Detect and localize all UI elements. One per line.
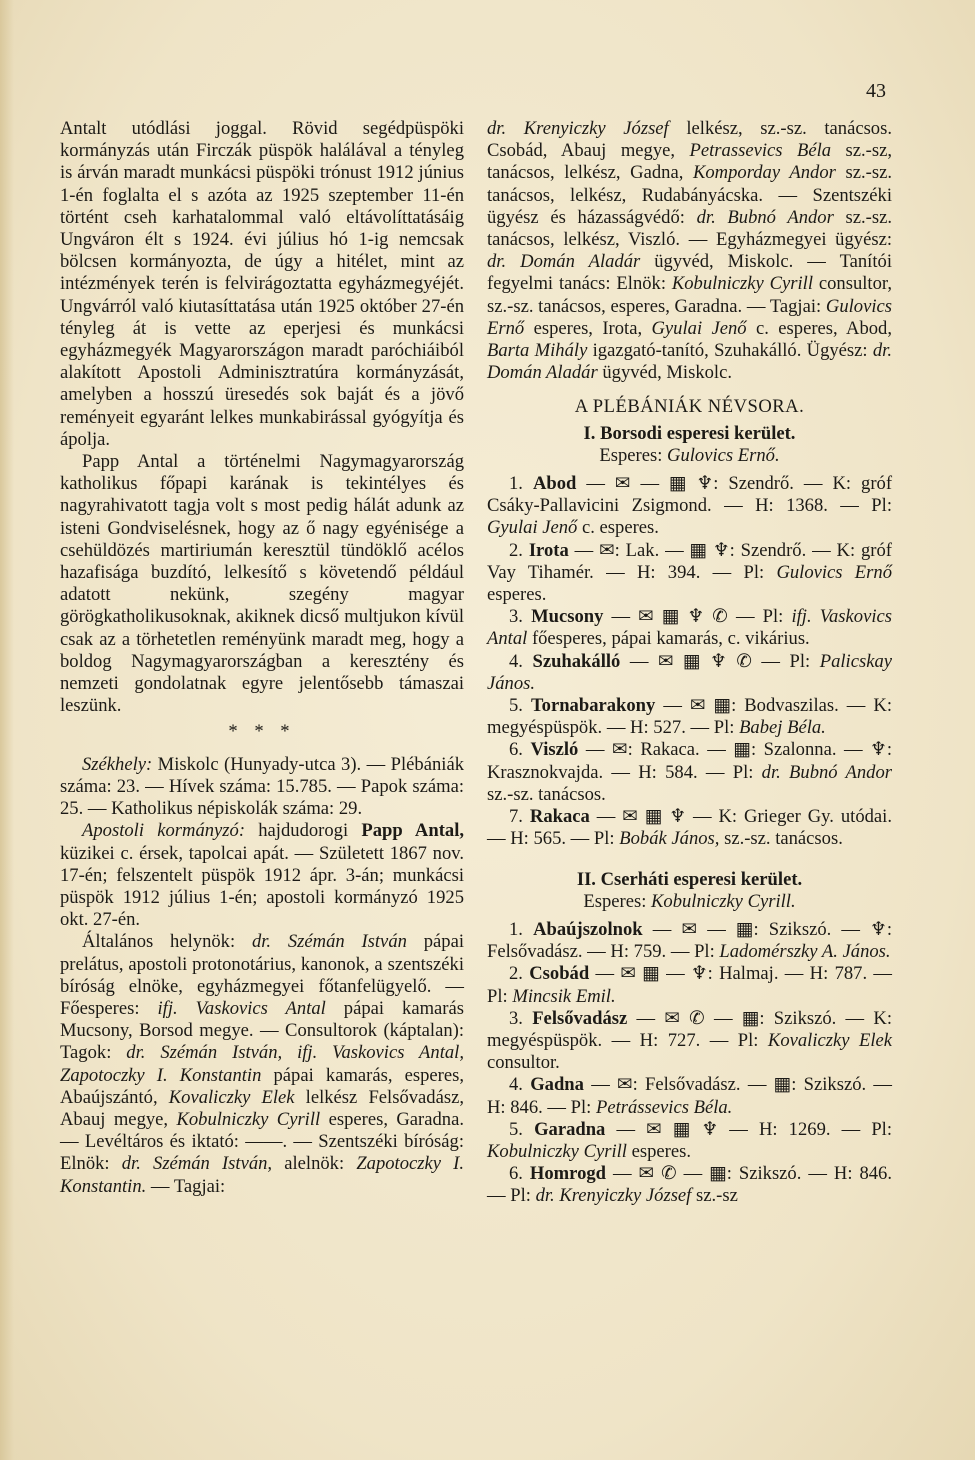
parish-name: Abaújszolnok — [533, 918, 643, 940]
district-dean-cserhat: Esperes: Kobulniczky Cyrill. — [583, 890, 796, 912]
parish-entry — [487, 1163, 892, 1207]
paragraph-biography: Antalt utódlási joggal. Rövid segédpüspöki kormányzás után Firczák püspök halálával a tényleg is árván maradt munkácsi püspöki trónust 1912 június 1-én foglalta el s azóta az 1925 szeptember 11-én történt cseh karhatalommal való eltávolíttatásáig Ungváron élt s 1924. évi július hó 1-ig nemcsak bölcsen kormányozta, de úgy a hitélet, mint az intézmények terén is felvirágoztatta egyházmegyéjét. Ungvárról való kiutasíttatása után 1925 október 27-én tényleg át is vette az eperjesi és munkácsi egyházmegyék Magyarországon maradt paróchiáiból alakított Apostoli Adminisztratúra kormányzását, amelyben a hosszú üresedés sok baját és a jövő reményeit egyaránt lelkes munkabirással gyógyítja és ápolja. — [60, 118, 464, 450]
parish-text: — ✉ — ▦: Szikszó. — ♆: Felsővadász. — H: 759. — Pl: — [487, 918, 892, 963]
page-edge-shadow — [0, 0, 14, 1460]
parish-name: Homrogd — [529, 1163, 607, 1185]
parish-entry — [487, 1119, 892, 1163]
parish-text: — ✉: Lak. — ▦ ♆: Szendrő. — K: gróf Vay Tihamér. — H: 394. — Pl: — [487, 539, 892, 583]
parish-pl: Mincsik Emil. — [512, 985, 616, 1007]
parish-entry — [487, 1074, 892, 1118]
parish-tail: esperes. — [626, 1140, 691, 1162]
parish-name: Szuhakálló — [532, 650, 621, 672]
parish-entry — [487, 919, 892, 963]
parish-name: Garadna — [534, 1118, 606, 1140]
parish-num: 3. — [509, 1007, 523, 1029]
district-title-cserhat: II. Cserháti esperesi kerület. — [576, 868, 803, 890]
parish-text: — ✉ ▦ ♆ ✆ — Pl: — [603, 606, 792, 628]
parish-num: 2. — [509, 963, 523, 985]
section-separator: * * * — [228, 721, 296, 743]
parish-pl: dr. Krenyiczky József — [535, 1185, 692, 1207]
district-entries-borsod — [487, 473, 892, 850]
parish-entry — [487, 806, 892, 850]
parish-num: 7. — [509, 806, 523, 828]
paragraph-tribute: Papp Antal a történelmi Nagymagyarország katholikus főpapi karának is tekintélyes és nagyrahivatott tagja volt s most pedig hálát adunk az isteni Gondviselésnek, hogy az ő nagy egyénisége a csehüldözés martiriumán keresztül tündöklő acélos hazafisága buzdító, lelkesítő s követendő például adatott nekünk, szegény magyar görögkatholikusoknak, akiknek dicső multjukon kívül csak az a törhetetlen reményünk maradt meg, hogy a boldog Nagymagyarországban a keresztény és nemzeti gondolatnak egyre jelentősebb támaszai leszünk. — [60, 451, 464, 717]
parish-pl: Gulovics Ernő — [776, 561, 892, 583]
parish-num: 1. — [509, 473, 523, 495]
parish-pl: ifj. Vaskovics Antal — [487, 606, 892, 650]
parish-pl: dr. Bubnó Andor — [761, 761, 892, 783]
district-title-borsod: I. Borsodi esperesi kerület. — [583, 422, 796, 444]
parish-pl: Babej Béla. — [739, 717, 826, 739]
parish-tail: sz.-sz — [691, 1185, 738, 1207]
left-column — [60, 118, 464, 1198]
parish-text: — ✉ ▦: Bodvaszilas. — K: megyéspüspök. — H: 527. — Pl: — [487, 695, 892, 739]
parish-num: 2. — [509, 539, 523, 561]
parish-name: Mucsony — [531, 606, 604, 628]
parish-pl: Ladomérszky A. János. — [719, 941, 891, 963]
right-column — [487, 118, 892, 1208]
parish-tail: consultor. — [487, 1052, 560, 1074]
parish-text: — ✉: Rakaca. — ▦: Szalonna. — ♆: Krasznokvajda. — H: 584. — Pl: — [487, 739, 892, 783]
parish-pl: Kovaliczky Elek — [767, 1029, 892, 1051]
parish-num: 5. — [509, 1118, 523, 1140]
paragraph-governor: Apostoli kormányzó: hajdudorogi Papp Antal, küzikei c. érsek, tapolcai apát. — Született 1867 nov. 17-én; felszentelt püspök 1912 ápr. 3-án; munkácsi püspök 1912 július 1-én; apostoli kormányzó 1925 okt. 27-én. — [60, 820, 465, 931]
parish-entry — [487, 695, 892, 739]
parish-entry — [487, 651, 892, 695]
parish-text: — ✉ ▦ ♆ — H: 1269. — Pl: — [605, 1118, 892, 1140]
parish-num: 4. — [509, 1074, 523, 1096]
district-entries-cserhat — [487, 919, 892, 1208]
parish-tail: sz.-sz. tanácsos. — [719, 828, 843, 850]
parish-entry — [487, 540, 892, 607]
parish-text: — ✉ — ▦ ♆: Szendrő. — K: gróf Csáky-Pallavicini Zsigmond. — H: 1368. — Pl: — [487, 473, 893, 517]
parish-num: 4. — [509, 650, 523, 672]
parish-name: Csobád — [529, 963, 590, 985]
parish-text: — ✉ ▦ ♆ ✆ — Pl: — [620, 650, 820, 672]
parish-entry — [487, 473, 892, 540]
parish-name: Abod — [532, 473, 577, 495]
page-number: 43 — [866, 80, 886, 102]
parish-entry — [487, 963, 892, 1007]
parish-text: — ✉ ✆ — ▦: Szikszó. — H: 846. — Pl: — [487, 1163, 892, 1207]
district-dean-borsod: Esperes: Gulovics Ernő. — [599, 444, 780, 466]
parish-num: 1. — [509, 918, 523, 940]
paragraph-court-members: dr. Krenyiczky József lelkész, sz.-sz. tanácsos. Csobád, Abauj megye, Petrassevics Béla sz.-sz, tanácsos, lelkész, Gadna, Komporday Andor sz.-sz. tanácsos, lelkész, Rudabányácska. — Szentszéki ügyész és házasságvédő: dr. Bubnó Andor sz.-sz. tanácsos, lelkész, Viszló. — Egyházmegyei ügyész: dr. Domán Aladár ügyvéd, Miskolc. — Tanítói fegyelmi tanács: Elnök: Kobulniczky Cyrill consultor, sz.-sz. tanácsos, esperes, Garadna. — Tagjai: Gulovics Ernő esperes, Irota, Gyulai Jenő c. esperes, Abod, Barta Mihály igazgató-tanító, Szuhakálló. Ügyész: dr. Domán Aladár ügyvéd, Miskolc. — [487, 118, 893, 384]
parish-entry — [487, 606, 892, 650]
parish-name: Tornabarakony — [530, 695, 656, 717]
parish-tail: esperes. — [487, 584, 547, 606]
parish-num: 5. — [509, 695, 523, 717]
parish-name: Rakaca — [529, 806, 590, 828]
paragraph-seat: Székhely: Miskolc (Hunyady-utca 3). — Plébániák száma: 23. — Hívek száma: 15.785. — Papok száma: 25. — Katholikus népiskolák száma: 29. — [60, 753, 464, 820]
parish-text: — ✉ ▦ ♆ — K: Grieger Gy. utódai. — H: 565. — Pl: — [487, 806, 892, 850]
section-title-parishes: A PLÉBÁNIÁK NÉVSORA. — [574, 396, 805, 418]
parish-pl: Petrássevics Béla. — [596, 1096, 733, 1118]
parish-name: Viszló — [530, 739, 579, 761]
parish-tail: főesperes, pápai kamarás, c. vikárius. — [527, 628, 810, 650]
parish-tail: sz.-sz. tanácsos. — [487, 783, 606, 805]
parish-num: 6. — [509, 1163, 523, 1185]
parish-text: — ✉ ✆ — ▦: Szikszó. — K: megyéspüspök. — H: 727. — Pl: — [487, 1007, 892, 1051]
parish-pl: Palicskay János. — [487, 650, 892, 694]
parish-name: Gadna — [530, 1074, 584, 1096]
parish-num: 3. — [509, 606, 523, 628]
parish-pl: Bobák János, — [619, 828, 720, 850]
parish-name: Irota — [528, 539, 569, 561]
parish-tail: c. esperes. — [577, 517, 659, 539]
parish-entry — [487, 739, 892, 806]
parish-text: — ✉ ▦ — ♆: Halmaj. — H: 787. — Pl: — [487, 963, 892, 1007]
parish-num: 6. — [509, 739, 523, 761]
parish-name: Felsővadász — [532, 1007, 628, 1029]
parish-text: — ✉: Felsővadász. — ▦: Szikszó. — H: 846. — Pl: — [487, 1074, 892, 1118]
parish-entry — [487, 1008, 892, 1075]
parish-pl: Gyulai Jenő — [487, 517, 578, 539]
parish-pl: Kobulniczky Cyrill — [487, 1140, 627, 1162]
paragraph-clergy: Általános helynök: dr. Szémán István pápai prelátus, apostoli protonotárius, kanonok, a szentszéki bíróság elnöke, egyházmegyei főtanfelügyelő. — Főesperes: ifj. Vaskovics Antal pápai kamarás Mucsony, Borsod megye. — Consultorok (káptalan): Tagok: dr. Szémán István, ifj. Vaskovics Antal, Zapotoczky I. Konstantin pápai kamarás, esperes, Abaújszántó, Kovaliczky Elek lelkész Felsővadász, Abauj megye, Kobulniczky Cyrill esperes, Garadna. — Levéltáros és iktató: ——. — Szentszéki bíróság: Elnök: dr. Szémán István, alelnök: Zapotoczky I. Konstantin. — Tagjai: — [60, 931, 465, 1197]
